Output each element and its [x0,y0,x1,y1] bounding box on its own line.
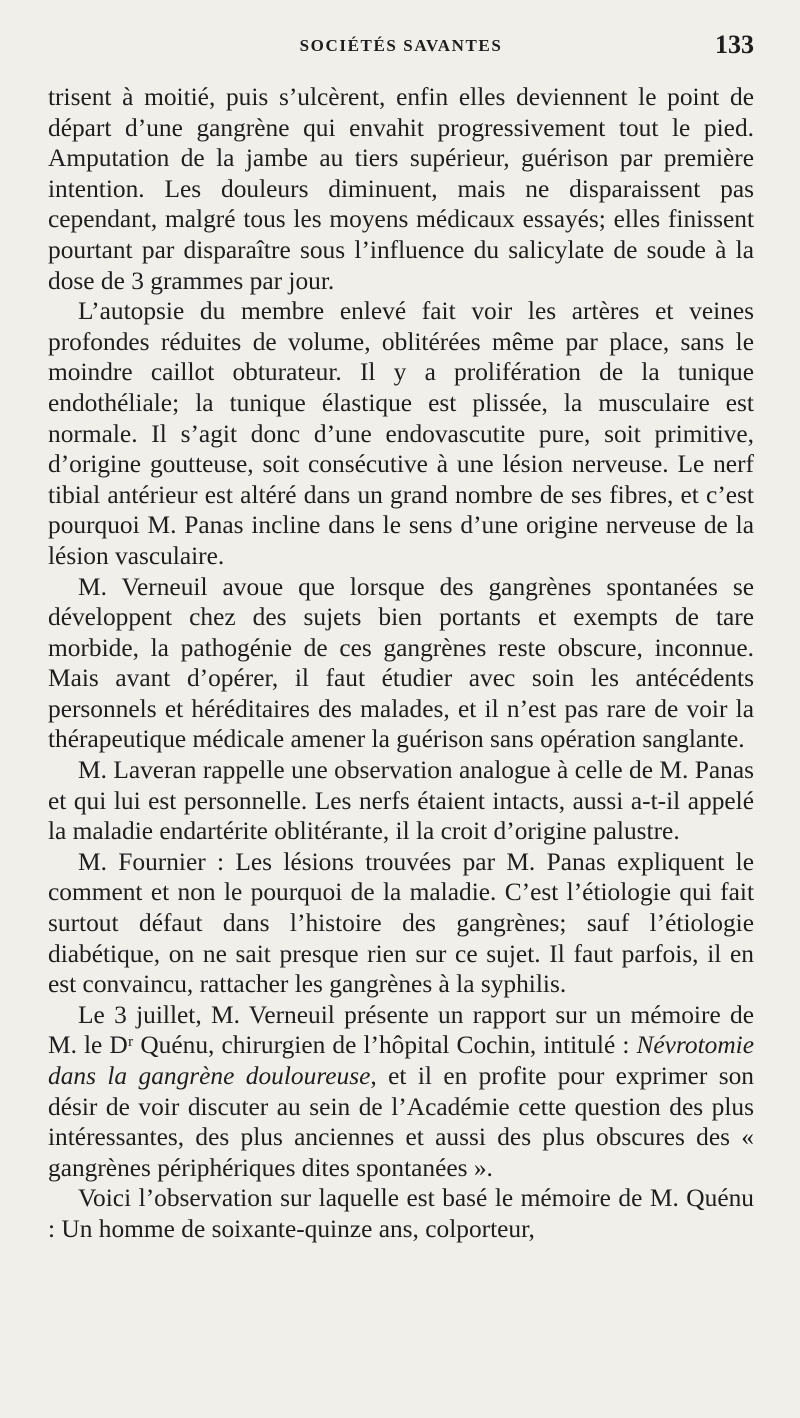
running-title: SOCIÉTÉS SAVANTES [299,36,503,55]
paragraph-autopsy: L’autopsie du membre enlevé fait voir les artères et veines profondes réduites de volume, oblitérées même par place, sans le moindre caillot obturateur. Il y a prolifération de la tunique endothéliale; la tunique élastique est plissée, la musculaire est normale. Il s’agit donc d’une endovascutite pure, soit primitive, d’origine goutteuse, soit consécutive à une lésion nerveuse. Le nerf tibial antérieur est altéré dans un grand nombre de ses fibres, et c’est pourquoi M. Panas incline dans le sens d’une origine nerveuse de la lésion vasculaire. [48,297,754,570]
page-number: 133 [715,30,754,59]
paragraph-juillet-start: Le 3 juillet, M. Verneuil présente un rapport sur un mémoire de M. le Dʳ Quénu, chirurgien de l’hôpital Cochin, intitulé : [48,1000,754,1060]
page-header [48,30,754,70]
paragraph-verneuil: M. Verneuil avoue que lorsque des gangrènes spontanées se développent chez des sujets bien portants et exempts de tare morbide, la pathogénie de ces gangrènes reste obscure, inconnue. Mais avant d’opérer, il faut étudier avec soin les antécédents personnels et héréditaires des malades, et il n’est pas rare de voir la thérapeutique médicale amener la guérison sans opération sanglante. [48,572,754,754]
paragraph-juillet [48,1000,754,1184]
paragraph-fournier: M. Fournier : Les lésions trouvées par M. Panas expliquent le comment et non le pourquoi de la maladie. C’est l’étiologie qui fait surtout défaut dans l’histoire des gangrènes; sauf l’étiologie diabétique, on ne sait presque rien sur ce sujet. Il faut parfois, il en est convaincu, rattacher les gangrènes à la syphilis. [48,847,754,999]
paragraph-observation: Voici l’observation sur laquelle est basé le mémoire de M. Quénu : Un homme de soixante-quinze ans, colporteur, [48,1184,754,1243]
paragraph-continued: trisent à moitié, puis s’ulcèrent, enfin elles deviennent le point de départ d’une gangrène qui envahit progressivement tout le pied. Amputation de la jambe au tiers supérieur, guérison par première intention. Les douleurs diminuent, mais ne disparaissent pas cependant, malgré tous les moyens médicaux essayés; elles finissent pourtant par disparaître sous l’influence du salicylate de soude à la dose de 3 grammes par jour. [48,83,754,295]
paragraph-laveran: M. Laveran rappelle une observation analogue à celle de M. Panas et qui lui est personnelle. Les nerfs étaient intacts, aussi a-t-il appelé la maladie endartérite oblitérante, il la croit d’origine palustre. [48,756,754,846]
paragraph-juillet-end: , et il en profite pour exprimer son désir de voir discuter au sein de l’Académie cette question des plus intéressantes, des plus anciennes et aussi des plus obscures des « gangrènes périphériques dites spontanées ». [48,1062,754,1182]
body-text [48,82,754,1245]
memoir-title: Névrotomie dans la gangrène douloureuse [48,1031,754,1090]
